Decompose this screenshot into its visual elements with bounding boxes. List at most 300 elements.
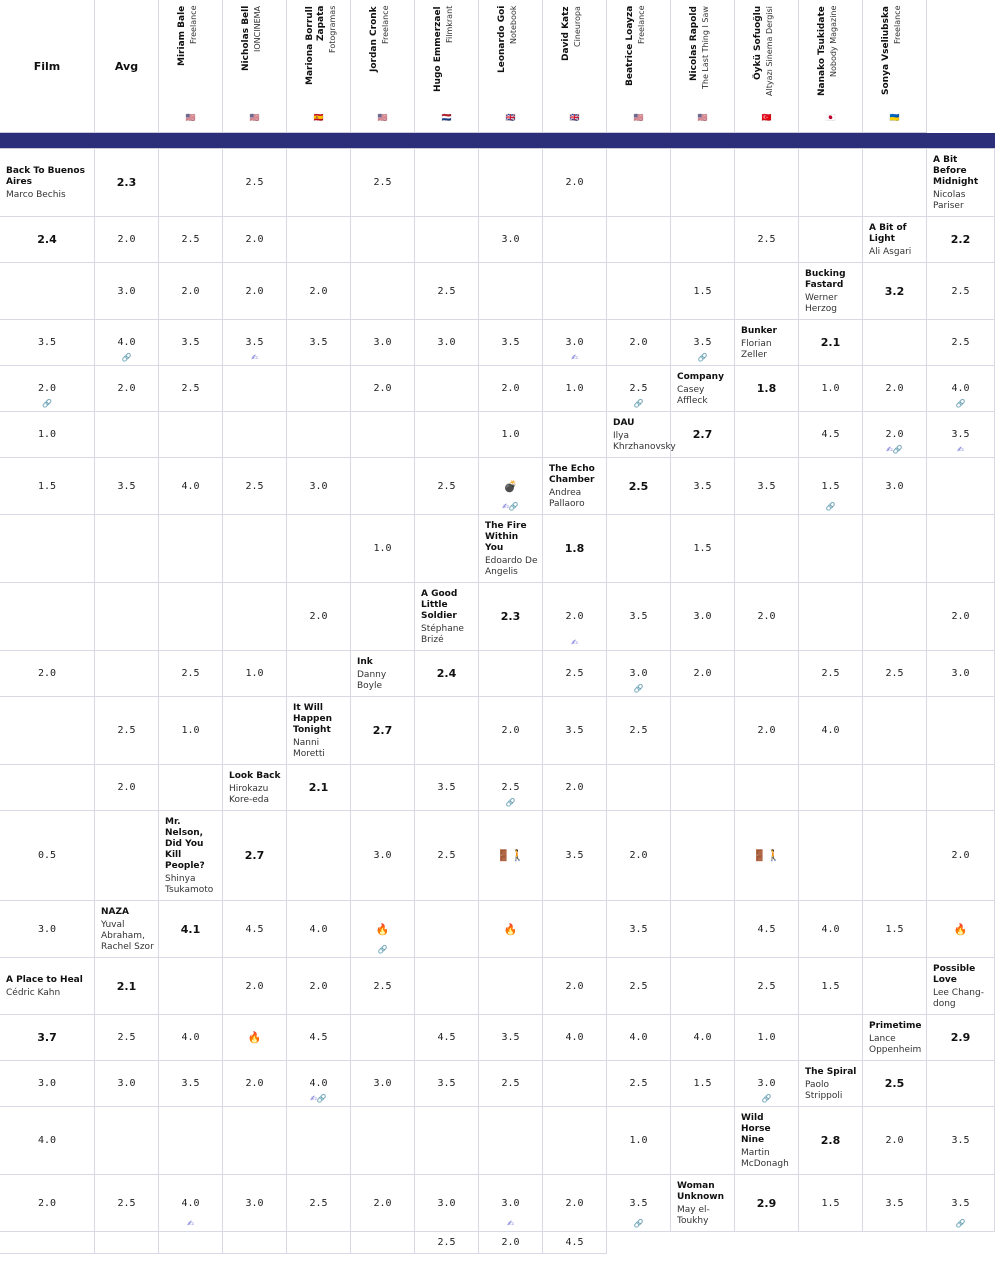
critic-header[interactable] <box>159 0 223 133</box>
critic-header[interactable] <box>287 0 351 133</box>
critic-score-cell[interactable] <box>863 697 927 765</box>
critic-score-cell[interactable] <box>671 583 735 651</box>
critic-score-cell[interactable] <box>159 1175 223 1232</box>
critic-score-cell[interactable] <box>479 366 543 412</box>
critic-score-cell[interactable] <box>479 412 543 458</box>
critic-score-cell[interactable] <box>735 697 799 765</box>
critic-score-cell[interactable] <box>0 1232 95 1254</box>
critic-score-cell[interactable] <box>159 515 223 583</box>
critic-score-cell[interactable] <box>159 651 223 697</box>
critic-score-cell[interactable] <box>927 515 995 583</box>
film-cell[interactable] <box>799 1061 863 1107</box>
critic-score-cell[interactable] <box>223 412 287 458</box>
critic-score-cell[interactable] <box>671 765 735 811</box>
critic-score-cell[interactable] <box>735 149 799 217</box>
review-link-icon[interactable]: 🔗 <box>121 353 132 362</box>
review-link-icon[interactable]: 🔗 <box>633 684 644 693</box>
critic-score-cell[interactable] <box>223 1107 287 1175</box>
critic-score-cell[interactable] <box>671 320 735 366</box>
critic-score-cell[interactable] <box>223 697 287 765</box>
critic-score-cell[interactable] <box>607 1107 671 1175</box>
critic-score-cell[interactable] <box>287 515 351 583</box>
critic-score-cell[interactable] <box>0 366 95 412</box>
critic-score-cell[interactable] <box>863 583 927 651</box>
critic-score-cell[interactable] <box>671 263 735 320</box>
critic-score-cell[interactable] <box>671 1015 735 1061</box>
critic-score-cell[interactable] <box>351 320 415 366</box>
critic-header[interactable] <box>607 0 671 133</box>
critic-score-cell[interactable] <box>543 320 607 366</box>
critic-score-cell[interactable] <box>351 1175 415 1232</box>
critic-score-cell[interactable] <box>159 1107 223 1175</box>
critic-score-cell[interactable] <box>0 1107 95 1175</box>
critic-score-cell[interactable] <box>415 901 479 958</box>
critic-score-cell[interactable] <box>95 765 159 811</box>
critic-score-cell[interactable] <box>735 1061 799 1107</box>
critic-header[interactable] <box>415 0 479 133</box>
critic-score-cell[interactable] <box>287 958 351 1015</box>
critic-score-cell[interactable] <box>479 458 543 515</box>
film-cell[interactable] <box>159 811 223 901</box>
review-link-icon[interactable]: 🔗 <box>377 945 388 954</box>
review-link-icon[interactable]: ✍ <box>187 1219 194 1228</box>
critic-score-cell[interactable] <box>927 1107 995 1175</box>
critic-score-cell[interactable] <box>607 651 671 697</box>
critic-score-cell[interactable] <box>0 811 95 901</box>
critic-score-cell[interactable] <box>735 515 799 583</box>
critic-score-cell[interactable] <box>479 1232 543 1254</box>
film-cell[interactable] <box>735 1107 799 1175</box>
critic-score-cell[interactable] <box>735 765 799 811</box>
film-cell[interactable] <box>95 901 159 958</box>
critic-score-cell[interactable] <box>415 1107 479 1175</box>
film-cell[interactable] <box>0 149 95 217</box>
critic-score-cell[interactable] <box>351 515 415 583</box>
critic-score-cell[interactable] <box>415 366 479 412</box>
critic-score-cell[interactable] <box>223 217 287 263</box>
review-link-icon[interactable]: ✍ <box>571 638 578 647</box>
critic-score-cell[interactable] <box>351 811 415 901</box>
critic-score-cell[interactable] <box>863 412 927 458</box>
critic-score-cell[interactable] <box>543 412 607 458</box>
review-link-icon[interactable]: ✍ <box>507 1219 514 1228</box>
critic-score-cell[interactable] <box>95 263 159 320</box>
film-cell[interactable] <box>927 149 995 217</box>
critic-score-cell[interactable] <box>0 515 95 583</box>
critic-score-cell[interactable] <box>479 320 543 366</box>
critic-score-cell[interactable] <box>863 651 927 697</box>
critic-score-cell[interactable] <box>415 149 479 217</box>
critic-score-cell[interactable] <box>799 811 863 901</box>
film-cell[interactable] <box>863 1015 927 1061</box>
critic-score-cell[interactable] <box>223 458 287 515</box>
review-link-icon[interactable]: 🔗 <box>955 399 966 408</box>
critic-score-cell[interactable] <box>479 765 543 811</box>
critic-score-cell[interactable] <box>927 765 995 811</box>
critic-score-cell[interactable] <box>287 1175 351 1232</box>
critic-score-cell[interactable] <box>159 583 223 651</box>
critic-score-cell[interactable] <box>863 320 927 366</box>
critic-score-cell[interactable] <box>415 515 479 583</box>
critic-score-cell[interactable] <box>543 958 607 1015</box>
critic-score-cell[interactable] <box>735 811 799 901</box>
critic-score-cell[interactable] <box>159 458 223 515</box>
review-link-icon[interactable]: ✍🔗 <box>502 502 519 511</box>
critic-score-cell[interactable] <box>799 149 863 217</box>
critic-header[interactable] <box>479 0 543 133</box>
critic-score-cell[interactable] <box>287 1107 351 1175</box>
critic-score-cell[interactable] <box>671 811 735 901</box>
critic-score-cell[interactable] <box>351 217 415 263</box>
critic-score-cell[interactable] <box>671 958 735 1015</box>
critic-score-cell[interactable] <box>735 583 799 651</box>
film-cell[interactable] <box>863 217 927 263</box>
critic-score-cell[interactable] <box>159 412 223 458</box>
critic-score-cell[interactable] <box>927 263 995 320</box>
critic-score-cell[interactable] <box>159 1232 223 1254</box>
critic-score-cell[interactable] <box>415 1232 479 1254</box>
critic-score-cell[interactable] <box>415 1061 479 1107</box>
critic-score-cell[interactable] <box>159 1015 223 1061</box>
critic-header[interactable] <box>671 0 735 133</box>
critic-score-cell[interactable] <box>0 901 95 958</box>
critic-score-cell[interactable] <box>95 412 159 458</box>
critic-score-cell[interactable] <box>543 583 607 651</box>
critic-score-cell[interactable] <box>543 263 607 320</box>
critic-score-cell[interactable] <box>479 901 543 958</box>
critic-score-cell[interactable] <box>287 149 351 217</box>
critic-score-cell[interactable] <box>95 320 159 366</box>
critic-score-cell[interactable] <box>0 1061 95 1107</box>
critic-score-cell[interactable] <box>223 958 287 1015</box>
critic-score-cell[interactable] <box>287 1015 351 1061</box>
critic-score-cell[interactable] <box>351 412 415 458</box>
critic-score-cell[interactable] <box>543 1232 607 1254</box>
critic-score-cell[interactable] <box>223 1015 287 1061</box>
critic-score-cell[interactable] <box>799 697 863 765</box>
critic-score-cell[interactable] <box>927 458 995 515</box>
critic-score-cell[interactable] <box>415 217 479 263</box>
critic-header[interactable] <box>543 0 607 133</box>
film-cell[interactable] <box>735 320 799 366</box>
critic-score-cell[interactable] <box>735 217 799 263</box>
critic-header[interactable] <box>351 0 415 133</box>
critic-score-cell[interactable] <box>159 320 223 366</box>
critic-score-cell[interactable] <box>479 651 543 697</box>
critic-score-cell[interactable] <box>95 1107 159 1175</box>
critic-score-cell[interactable] <box>287 811 351 901</box>
critic-score-cell[interactable] <box>95 1175 159 1232</box>
critic-score-cell[interactable] <box>287 1061 351 1107</box>
critic-score-cell[interactable] <box>415 765 479 811</box>
critic-score-cell[interactable] <box>351 1107 415 1175</box>
critic-score-cell[interactable] <box>95 1015 159 1061</box>
critic-score-cell[interactable] <box>287 366 351 412</box>
critic-score-cell[interactable] <box>799 651 863 697</box>
critic-score-cell[interactable] <box>95 1061 159 1107</box>
critic-score-cell[interactable] <box>351 901 415 958</box>
review-link-icon[interactable]: ✍🔗 <box>310 1094 327 1103</box>
critic-score-cell[interactable] <box>351 1232 415 1254</box>
critic-score-cell[interactable] <box>351 263 415 320</box>
critic-score-cell[interactable] <box>863 811 927 901</box>
critic-score-cell[interactable] <box>0 765 95 811</box>
critic-score-cell[interactable] <box>479 263 543 320</box>
critic-score-cell[interactable] <box>159 697 223 765</box>
critic-score-cell[interactable] <box>0 458 95 515</box>
critic-score-cell[interactable] <box>479 1107 543 1175</box>
review-link-icon[interactable]: ✍🔗 <box>886 445 903 454</box>
critic-score-cell[interactable] <box>159 958 223 1015</box>
critic-score-cell[interactable] <box>671 1107 735 1175</box>
critic-score-cell[interactable] <box>415 263 479 320</box>
film-cell[interactable] <box>415 583 479 651</box>
critic-score-cell[interactable] <box>287 651 351 697</box>
critic-score-cell[interactable] <box>95 366 159 412</box>
critic-score-cell[interactable] <box>671 149 735 217</box>
critic-score-cell[interactable] <box>927 583 995 651</box>
critic-score-cell[interactable] <box>415 412 479 458</box>
critic-score-cell[interactable] <box>863 458 927 515</box>
critic-score-cell[interactable] <box>543 1015 607 1061</box>
film-cell[interactable] <box>927 958 995 1015</box>
critic-score-cell[interactable] <box>0 412 95 458</box>
critic-score-cell[interactable] <box>543 1061 607 1107</box>
critic-score-cell[interactable] <box>223 1232 287 1254</box>
critic-score-cell[interactable] <box>223 901 287 958</box>
film-cell[interactable] <box>0 958 95 1015</box>
critic-score-cell[interactable] <box>799 765 863 811</box>
critic-score-cell[interactable] <box>351 583 415 651</box>
critic-score-cell[interactable] <box>223 149 287 217</box>
critic-score-cell[interactable] <box>0 320 95 366</box>
critic-score-cell[interactable] <box>479 149 543 217</box>
critic-score-cell[interactable] <box>863 515 927 583</box>
critic-score-cell[interactable] <box>735 958 799 1015</box>
film-cell[interactable] <box>671 366 735 412</box>
critic-score-cell[interactable] <box>607 217 671 263</box>
critic-score-cell[interactable] <box>415 1015 479 1061</box>
critic-score-cell[interactable] <box>287 458 351 515</box>
critic-score-cell[interactable] <box>927 811 995 901</box>
review-link-icon[interactable]: ✍ <box>571 353 578 362</box>
critic-score-cell[interactable] <box>543 765 607 811</box>
critic-score-cell[interactable] <box>607 1061 671 1107</box>
film-cell[interactable] <box>287 697 351 765</box>
critic-score-cell[interactable] <box>607 901 671 958</box>
film-column-header[interactable]: Film <box>0 0 95 133</box>
critic-score-cell[interactable] <box>159 263 223 320</box>
review-link-icon[interactable]: 🔗 <box>633 1219 644 1228</box>
critic-score-cell[interactable] <box>607 263 671 320</box>
critic-score-cell[interactable] <box>607 958 671 1015</box>
critic-score-cell[interactable] <box>351 958 415 1015</box>
critic-score-cell[interactable] <box>735 651 799 697</box>
film-cell[interactable] <box>607 412 676 458</box>
critic-score-cell[interactable] <box>863 1175 927 1232</box>
review-link-icon[interactable]: ✍ <box>251 353 258 362</box>
critic-score-cell[interactable] <box>607 811 671 901</box>
film-cell[interactable] <box>223 765 287 811</box>
critic-score-cell[interactable] <box>671 697 735 765</box>
critic-score-cell[interactable] <box>543 149 607 217</box>
critic-score-cell[interactable] <box>223 651 287 697</box>
critic-score-cell[interactable] <box>671 217 735 263</box>
critic-score-cell[interactable] <box>799 515 863 583</box>
critic-score-cell[interactable] <box>287 1232 351 1254</box>
critic-score-cell[interactable] <box>543 1107 607 1175</box>
critic-score-cell[interactable] <box>927 1175 995 1232</box>
critic-score-cell[interactable] <box>223 320 287 366</box>
critic-score-cell[interactable] <box>351 1061 415 1107</box>
critic-header[interactable] <box>735 0 799 133</box>
film-cell[interactable] <box>351 651 415 697</box>
critic-score-cell[interactable] <box>415 320 479 366</box>
critic-score-cell[interactable] <box>0 651 95 697</box>
critic-score-cell[interactable] <box>287 583 351 651</box>
critic-score-cell[interactable] <box>351 458 415 515</box>
critic-score-cell[interactable] <box>223 263 287 320</box>
critic-score-cell[interactable] <box>927 1061 995 1107</box>
avg-column-header[interactable]: Avg <box>95 0 159 133</box>
critic-score-cell[interactable] <box>159 366 223 412</box>
critic-score-cell[interactable] <box>95 651 159 697</box>
critic-score-cell[interactable] <box>607 1015 671 1061</box>
critic-score-cell[interactable] <box>799 217 863 263</box>
critic-score-cell[interactable] <box>543 651 607 697</box>
critic-score-cell[interactable] <box>351 366 415 412</box>
critic-score-cell[interactable] <box>735 458 799 515</box>
critic-score-cell[interactable] <box>95 458 159 515</box>
critic-score-cell[interactable] <box>735 1015 799 1061</box>
critic-score-cell[interactable] <box>351 149 415 217</box>
critic-score-cell[interactable] <box>927 320 995 366</box>
critic-score-cell[interactable] <box>607 366 671 412</box>
critic-score-cell[interactable] <box>0 583 95 651</box>
critic-score-cell[interactable] <box>287 263 351 320</box>
critic-score-cell[interactable] <box>287 412 351 458</box>
critic-score-cell[interactable] <box>415 1175 479 1232</box>
critic-score-cell[interactable] <box>415 811 479 901</box>
critic-header[interactable] <box>223 0 287 133</box>
critic-score-cell[interactable] <box>0 1175 95 1232</box>
critic-score-cell[interactable] <box>223 1061 287 1107</box>
critic-score-cell[interactable] <box>479 1061 543 1107</box>
critic-score-cell[interactable] <box>735 901 799 958</box>
critic-score-cell[interactable] <box>351 765 415 811</box>
critic-score-cell[interactable] <box>159 149 223 217</box>
critic-score-cell[interactable] <box>863 149 927 217</box>
review-link-icon[interactable]: 🔗 <box>697 353 708 362</box>
critic-score-cell[interactable] <box>95 515 159 583</box>
critic-score-cell[interactable] <box>607 149 671 217</box>
critic-score-cell[interactable] <box>927 697 995 765</box>
critic-score-cell[interactable] <box>671 901 735 958</box>
critic-score-cell[interactable] <box>415 458 479 515</box>
critic-score-cell[interactable] <box>0 697 95 765</box>
review-link-icon[interactable]: 🔗 <box>955 1219 966 1228</box>
film-cell[interactable] <box>671 1175 735 1232</box>
critic-score-cell[interactable] <box>479 958 543 1015</box>
critic-score-cell[interactable] <box>95 1232 159 1254</box>
critic-score-cell[interactable] <box>799 583 863 651</box>
critic-score-cell[interactable] <box>607 697 671 765</box>
critic-score-cell[interactable] <box>159 1061 223 1107</box>
critic-score-cell[interactable] <box>671 458 735 515</box>
critic-score-cell[interactable] <box>415 697 479 765</box>
review-link-icon[interactable]: 🔗 <box>825 502 836 511</box>
critic-score-cell[interactable] <box>607 320 671 366</box>
film-cell[interactable] <box>799 263 863 320</box>
critic-score-cell[interactable] <box>735 263 799 320</box>
critic-score-cell[interactable] <box>927 366 995 412</box>
critic-score-cell[interactable] <box>799 458 863 515</box>
critic-score-cell[interactable] <box>543 697 607 765</box>
film-cell[interactable] <box>543 458 607 515</box>
critic-score-cell[interactable] <box>671 1061 735 1107</box>
critic-score-cell[interactable] <box>543 217 607 263</box>
review-link-icon[interactable]: 🔗 <box>633 399 644 408</box>
critic-score-cell[interactable] <box>607 583 671 651</box>
critic-score-cell[interactable] <box>671 515 735 583</box>
critic-header[interactable] <box>799 0 863 133</box>
critic-score-cell[interactable] <box>607 1175 671 1232</box>
critic-score-cell[interactable] <box>95 697 159 765</box>
review-link-icon[interactable]: 🔗 <box>505 798 516 807</box>
critic-score-cell[interactable] <box>863 1107 927 1175</box>
critic-score-cell[interactable] <box>799 958 863 1015</box>
critic-score-cell[interactable] <box>223 515 287 583</box>
critic-score-cell[interactable] <box>799 1175 863 1232</box>
critic-score-cell[interactable] <box>543 1175 607 1232</box>
critic-score-cell[interactable] <box>159 765 223 811</box>
critic-score-cell[interactable] <box>95 583 159 651</box>
critic-score-cell[interactable] <box>735 412 799 458</box>
critic-score-cell[interactable] <box>0 263 95 320</box>
critic-score-cell[interactable] <box>95 217 159 263</box>
critic-score-cell[interactable] <box>799 901 863 958</box>
critic-score-cell[interactable] <box>927 412 995 458</box>
critic-score-cell[interactable] <box>479 1175 543 1232</box>
critic-score-cell[interactable] <box>607 515 671 583</box>
critic-score-cell[interactable] <box>799 1015 863 1061</box>
critic-score-cell[interactable] <box>287 320 351 366</box>
critic-score-cell[interactable] <box>543 811 607 901</box>
critic-score-cell[interactable] <box>159 217 223 263</box>
critic-score-cell[interactable] <box>479 811 543 901</box>
critic-score-cell[interactable] <box>223 366 287 412</box>
critic-score-cell[interactable] <box>671 651 735 697</box>
critic-score-cell[interactable] <box>863 765 927 811</box>
review-link-icon[interactable]: ✍ <box>957 445 964 454</box>
critic-score-cell[interactable] <box>927 901 995 958</box>
critic-score-cell[interactable] <box>287 217 351 263</box>
critic-score-cell[interactable] <box>479 217 543 263</box>
critic-score-cell[interactable] <box>927 651 995 697</box>
critic-score-cell[interactable] <box>479 697 543 765</box>
review-link-icon[interactable]: 🔗 <box>761 1094 772 1103</box>
critic-score-cell[interactable] <box>287 901 351 958</box>
film-cell[interactable] <box>479 515 543 583</box>
critic-score-cell[interactable] <box>607 765 671 811</box>
critic-score-cell[interactable] <box>863 958 927 1015</box>
critic-score-cell[interactable] <box>415 958 479 1015</box>
critic-score-cell[interactable] <box>95 811 159 901</box>
critic-header[interactable] <box>863 0 927 133</box>
critic-score-cell[interactable] <box>863 901 927 958</box>
critic-score-cell[interactable] <box>223 583 287 651</box>
critic-score-cell[interactable] <box>543 366 607 412</box>
